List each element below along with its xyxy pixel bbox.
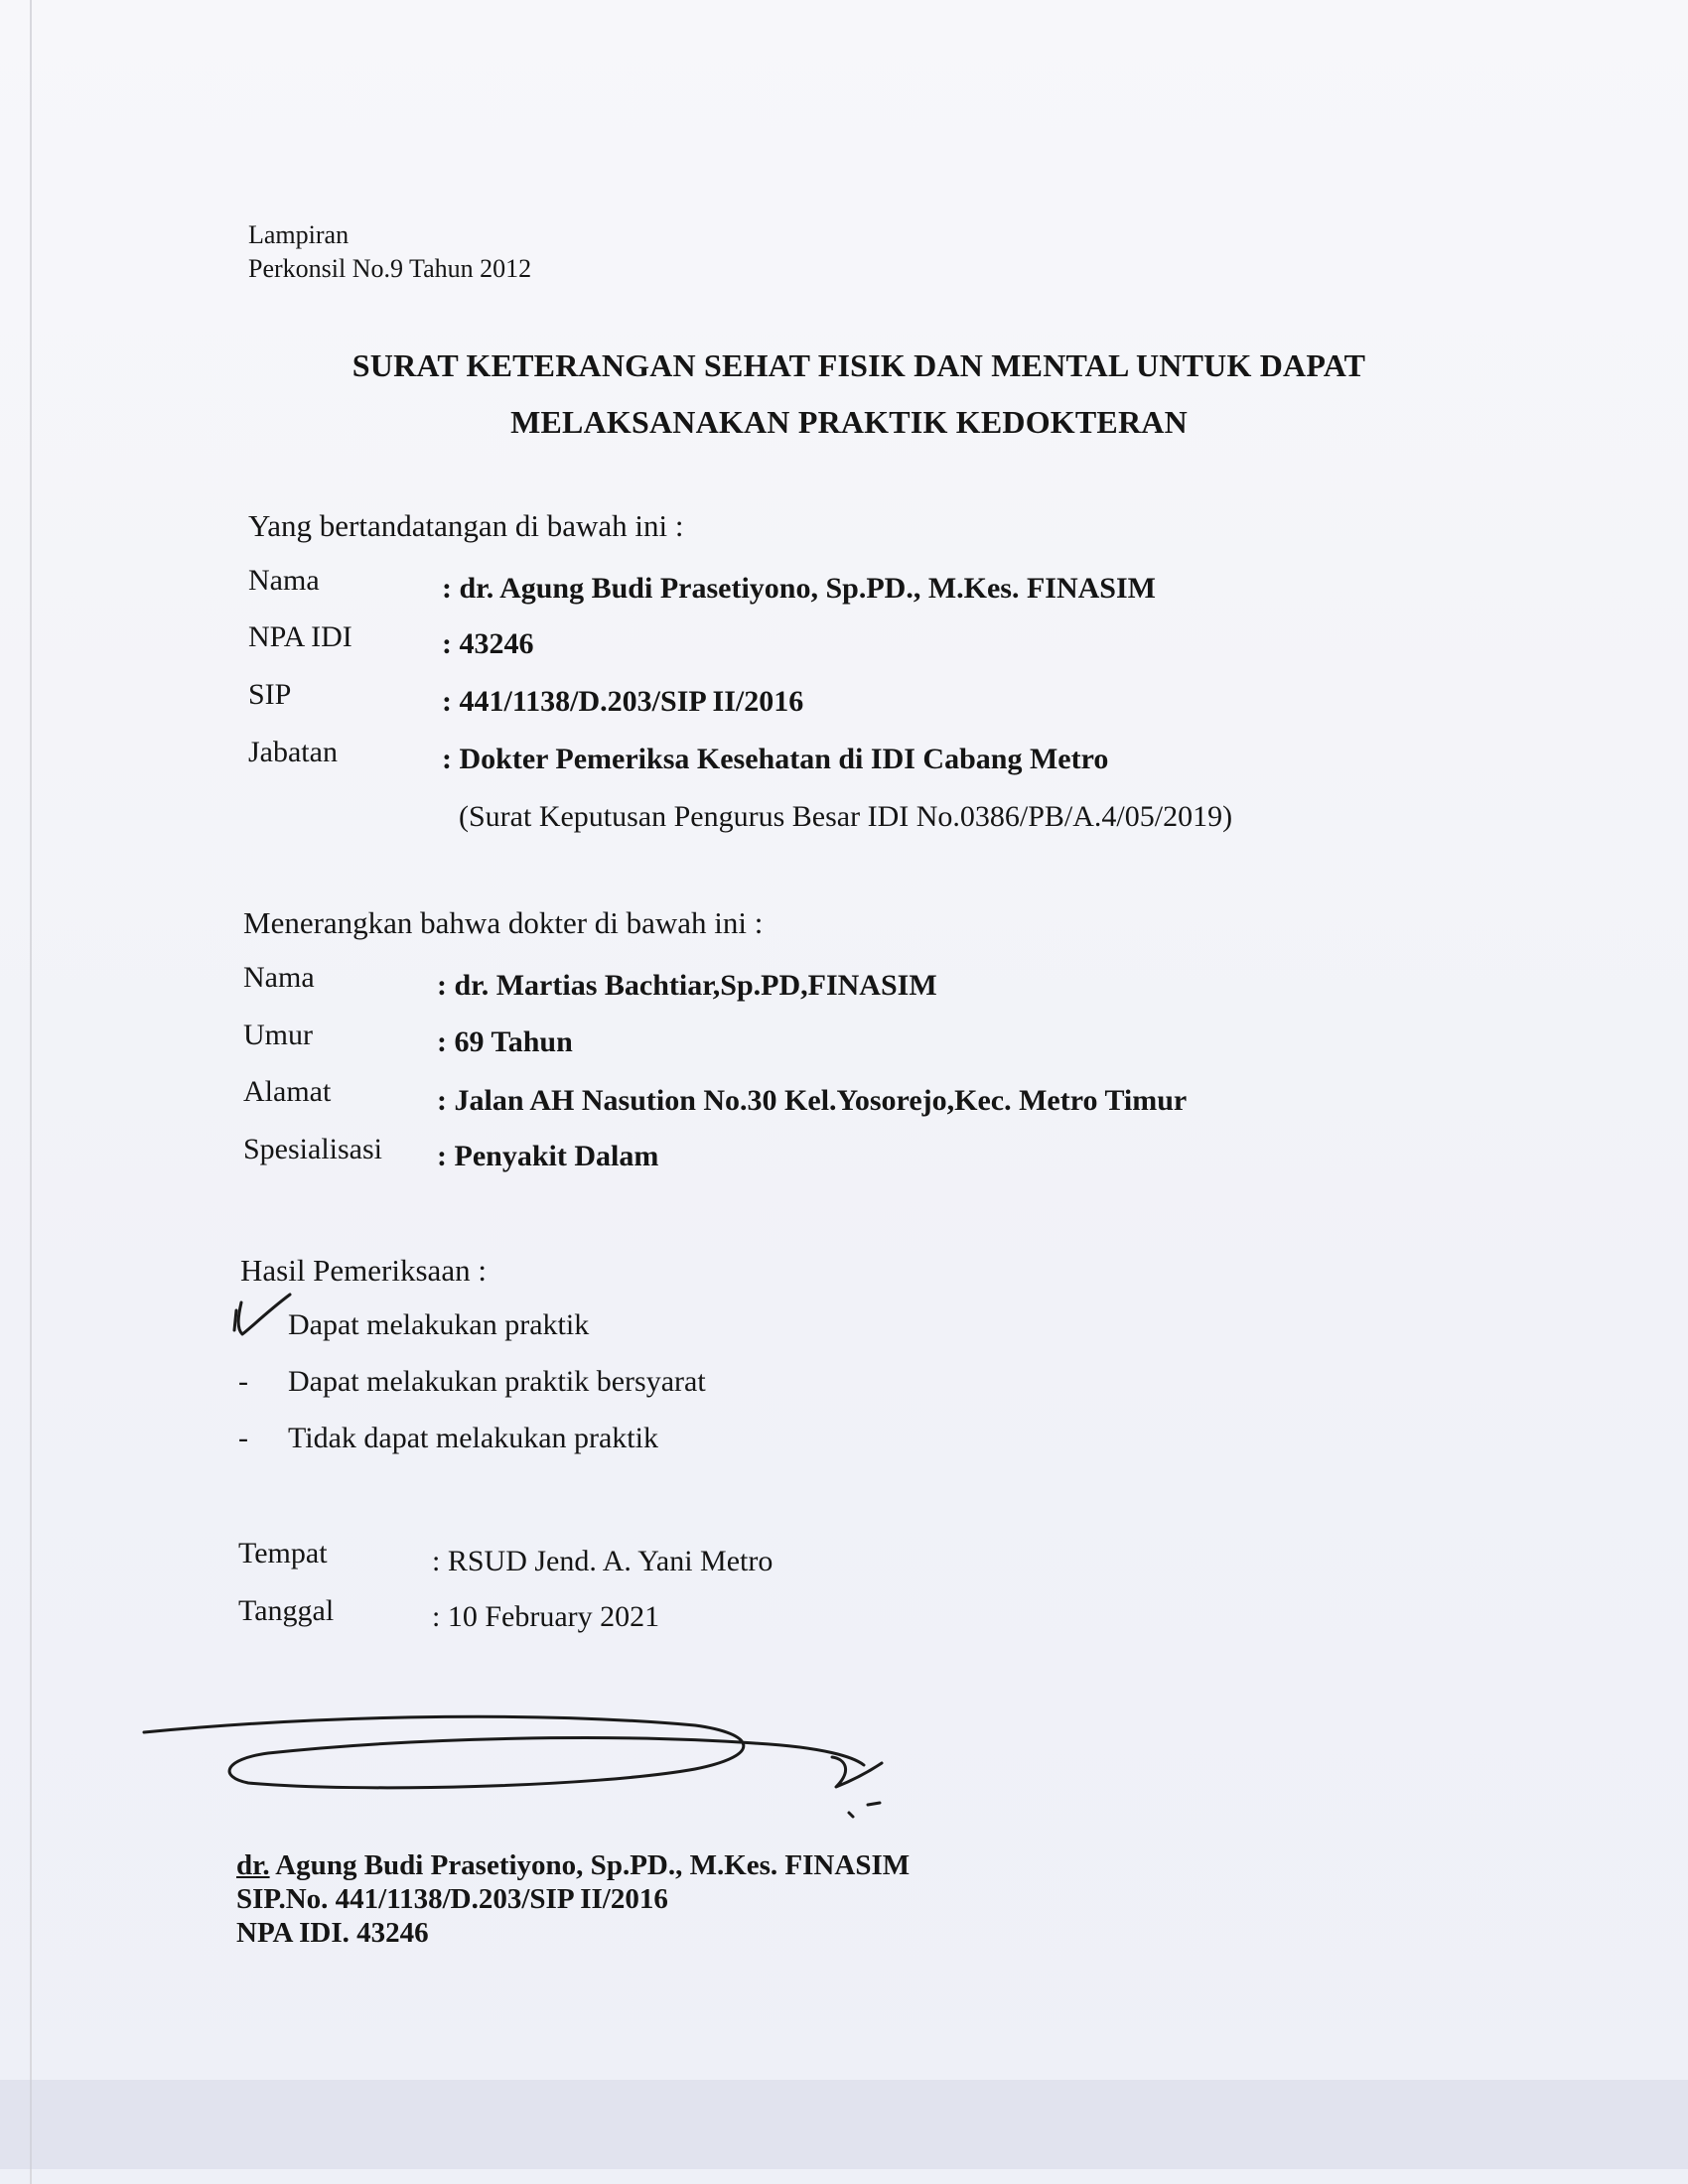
signature-name — [236, 1848, 910, 1882]
signatory-value-sip: : 441/1138/D.203/SIP II/2016 — [442, 685, 804, 718]
signatory-label-sip: SIP — [248, 678, 292, 711]
result-option-2-marker: - — [238, 1365, 248, 1398]
signatory-value-nama: : dr. Agung Budi Prasetiyono, Sp.PD., M.Kes. FINASIM — [442, 572, 1156, 605]
signature-sip: SIP.No. 441/1138/D.203/SIP II/2016 — [236, 1883, 668, 1915]
date-label: Tanggal — [238, 1594, 335, 1627]
handwritten-signature — [144, 1716, 882, 1817]
signature-name-prefix: dr. — [236, 1849, 270, 1881]
doctor-value-nama: : dr. Martias Bachtiar,Sp.PD,FINASIM — [437, 969, 937, 1002]
result-intro: Hasil Pemeriksaan : — [240, 1253, 487, 1288]
result-option-3: Tidak dapat melakukan praktik — [288, 1422, 658, 1454]
signature-name-rest: Agung Budi Prasetiyono, Sp.PD., M.Kes. FINASIM — [269, 1849, 911, 1881]
result-option-2: Dapat melakukan praktik bersyarat — [288, 1365, 706, 1398]
doctor-label-spesialisasi: Spesialisasi — [243, 1133, 382, 1165]
doctor-value-umur: : 69 Tahun — [437, 1025, 573, 1058]
doctor-label-nama: Nama — [243, 961, 315, 994]
result-option-3-marker: - — [238, 1422, 248, 1454]
document-title-line-2: MELAKSANAKAN PRAKTIK KEDOKTERAN — [510, 404, 1188, 440]
place-label: Tempat — [238, 1537, 328, 1570]
result-option-1: Dapat melakukan praktik — [288, 1308, 590, 1341]
header-lampiran: Lampiran — [248, 220, 350, 249]
signatory-value-jabatan: : Dokter Pemeriksa Kesehatan di IDI Cabang Metro — [442, 743, 1109, 775]
checkmark-icon — [234, 1295, 290, 1334]
signatory-label-npa: NPA IDI — [248, 620, 352, 653]
doctor-value-spesialisasi: : Penyakit Dalam — [437, 1140, 659, 1172]
signature-npa: NPA IDI. 43246 — [236, 1917, 429, 1949]
doctor-value-alamat: : Jalan AH Nasution No.30 Kel.Yosorejo,Kec. Metro Timur — [437, 1084, 1188, 1117]
place-value: : RSUD Jend. A. Yani Metro — [432, 1545, 774, 1577]
header-perkonsil: Perkonsil No.9 Tahun 2012 — [248, 254, 532, 283]
document-title-line-1: SURAT KETERANGAN SEHAT FISIK DAN MENTAL UNTUK DAPAT — [352, 347, 1366, 383]
signatory-value-npa: : 43246 — [442, 627, 534, 660]
signatory-intro: Yang bertandatangan di bawah ini : — [248, 508, 684, 543]
date-value: : 10 February 2021 — [432, 1600, 660, 1633]
doctor-label-alamat: Alamat — [243, 1075, 332, 1108]
doctor-intro: Menerangkan bahwa dokter di bawah ini : — [243, 905, 764, 940]
signatory-label-jabatan: Jabatan — [248, 736, 338, 768]
doctor-label-umur: Umur — [243, 1019, 313, 1051]
signatory-label-nama: Nama — [248, 564, 320, 597]
jabatan-decree-note: (Surat Keputusan Pengurus Besar IDI No.0386/PB/A.4/05/2019) — [459, 800, 1233, 833]
